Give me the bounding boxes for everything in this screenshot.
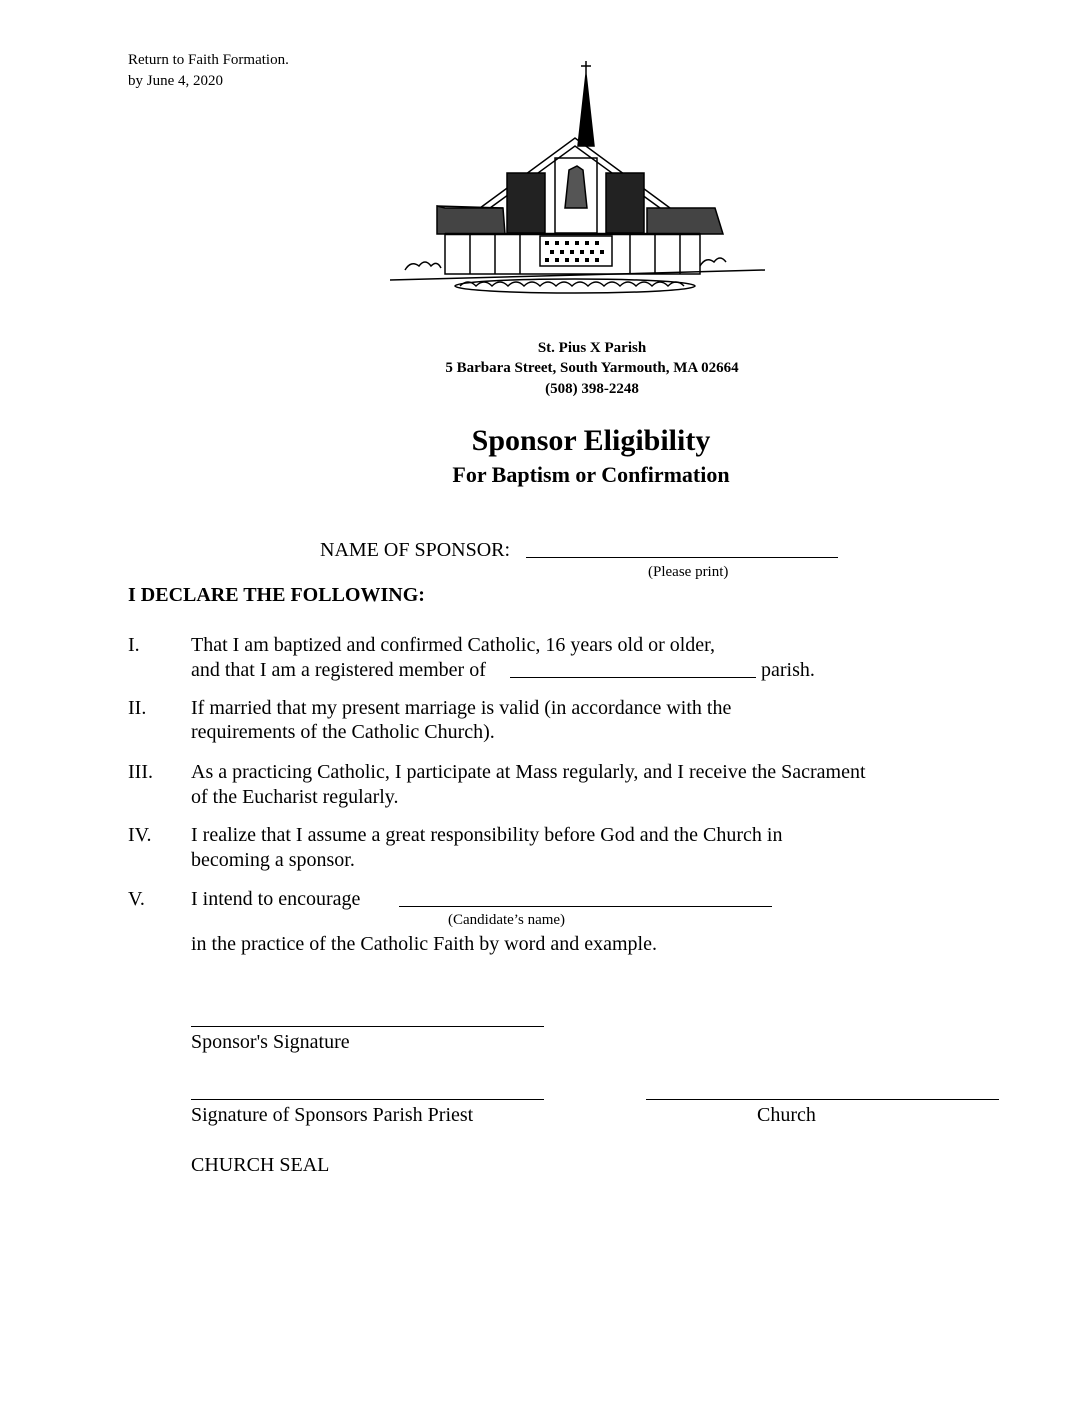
- sponsor-name-hint: (Please print): [648, 564, 729, 580]
- item-line: If married that my present marriage is valid (in accordance with the: [191, 697, 732, 719]
- priest-signature-label: Signature of Sponsors Parish Priest: [191, 1104, 474, 1126]
- parish-address: 5 Barbara Street, South Yarmouth, MA 02664: [445, 360, 739, 376]
- item-line: I intend to encourage: [191, 888, 361, 910]
- church-building-illustration: [385, 58, 770, 298]
- item-line: becoming a sponsor.: [191, 849, 355, 871]
- page-title: Sponsor Eligibility: [471, 424, 711, 457]
- sponsor-signature-field[interactable]: [191, 1026, 544, 1027]
- item-line: As a practicing Catholic, I participate at Mass regularly, and I receive the Sacrament: [191, 761, 866, 783]
- parish-name: St. Pius X Parish: [537, 340, 647, 356]
- item-numeral: I.: [128, 634, 140, 656]
- item-numeral: II.: [128, 697, 147, 719]
- item-line: in the practice of the Catholic Faith by word and example.: [191, 933, 657, 955]
- church-label: Church: [757, 1104, 816, 1126]
- item-line: That I am baptized and confirmed Catholic, 16 years old or older,: [191, 634, 716, 656]
- item-line: parish.: [761, 659, 815, 681]
- priest-signature-field[interactable]: [191, 1099, 544, 1100]
- item-numeral: IV.: [128, 824, 152, 846]
- parish-name-field[interactable]: [510, 677, 756, 678]
- item-line: of the Eucharist regularly.: [191, 786, 399, 808]
- item-line: requirements of the Catholic Church).: [191, 721, 495, 743]
- item-line: I realize that I assume a great responsibility before God and the Church in: [191, 824, 783, 846]
- candidate-name-hint: (Candidate’s name): [448, 912, 566, 928]
- sponsor-name-field[interactable]: [526, 557, 838, 558]
- church-field[interactable]: [646, 1099, 999, 1100]
- return-note-line2: by June 4, 2020: [128, 73, 223, 89]
- candidate-name-field[interactable]: [399, 906, 772, 907]
- item-numeral: V.: [128, 888, 145, 910]
- parish-phone: (508) 398-2248: [545, 381, 639, 397]
- sponsor-name-label: NAME OF SPONSOR:: [320, 539, 511, 561]
- return-note-line1: Return to Faith Formation.: [128, 52, 289, 68]
- declare-heading: I DECLARE THE FOLLOWING:: [128, 584, 425, 606]
- sponsor-signature-label: Sponsor's Signature: [191, 1031, 350, 1053]
- item-numeral: III.: [128, 761, 153, 783]
- page-subtitle: For Baptism or Confirmation: [452, 462, 730, 487]
- item-line: and that I am a registered member of: [191, 659, 486, 681]
- church-seal-label: CHURCH SEAL: [191, 1154, 330, 1176]
